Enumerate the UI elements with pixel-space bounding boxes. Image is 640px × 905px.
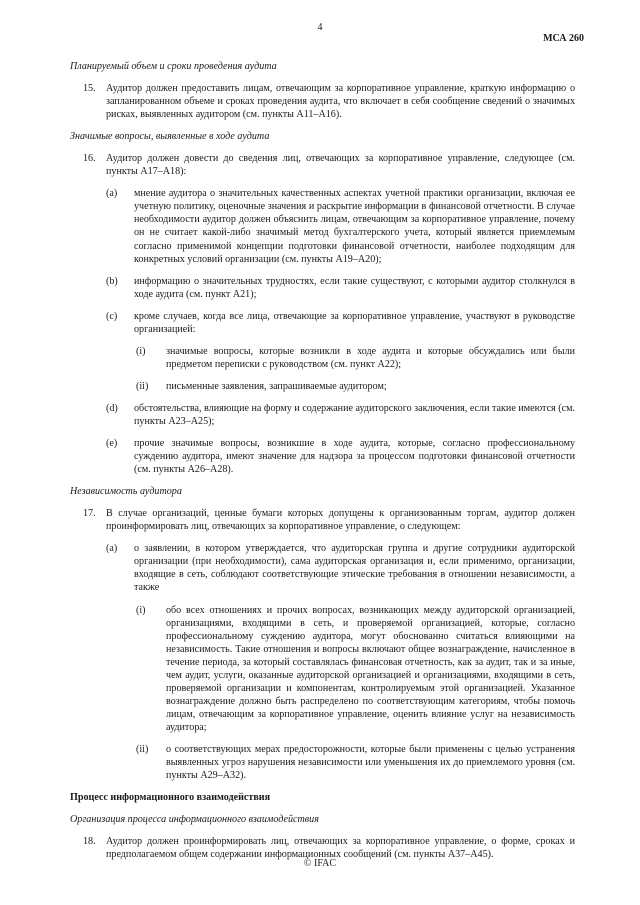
item-number: (ii): [136, 380, 149, 392]
item-text: о соответствующих мерах предосторожности, которые были применены с целью устранения выявленных угроз нарушения независимости или уменьшения их до приемлемого уровня (см. пункты A29–A32).: [166, 743, 575, 782]
item-number: (a): [106, 188, 118, 200]
item-number: (ii): [136, 743, 149, 755]
paragraph-number: 16.: [83, 153, 96, 165]
paragraph-number: 17.: [83, 508, 96, 520]
paragraph-number: 15.: [83, 83, 96, 95]
item-text: обо всех отношениях и прочих вопросах, возникающих между аудиторской организацией, организациями, входящими в сеть, и проверяемой организацией, которые, согласно профессиональному суждению аудитора, могут обоснованно считаться влияющими на независимость. Такие отношения и вопросы включают общее вознаграждение, начисленное в течение периода, за который составлялась финансовая отчетность, как за аудит, так и за иные, чем аудит, услуги, оказанные аудиторской организацией и организациями, входящими в сеть, проверяемой организации и компонентам, контролируемым этой организацией. Указанное вознаграждение должно быть распределено по соответствующим категориям, чтобы помочь лицам, отвечающим за корпоративное управление, оценить влияние услуг на независимость аудитора;: [166, 604, 575, 733]
paragraph-text: Аудитор должен проинформировать лиц, отвечающих за корпоративное управление, о форме, сроках и предполагаемом общем содержании информационных сообщений (см. пункты A37–A45).: [106, 836, 575, 861]
item-text: о заявлении, в котором утверждается, что аудиторская группа и другие сотрудники аудиторской организации (при необходимости), сама аудиторская организация и, если применимо, организации, входящие в сеть, соблюдают соответствующие этические требования в отношении независимости, а также: [134, 543, 575, 594]
item-text: обстоятельства, влияющие на форму и содержание аудиторского заключения, если такие имеются (см. пункты A23–A25);: [134, 402, 575, 427]
item-16e: [106, 437, 575, 476]
heading-significant-findings: Значимые вопросы, выявленные в ходе аудита: [70, 131, 270, 143]
paragraph-number: 18.: [83, 836, 96, 848]
heading-communication-process: Процесс информационного взаимодействия: [70, 792, 271, 804]
paragraph-15: [70, 82, 575, 121]
item-number: (i): [136, 604, 146, 616]
item-number: (i): [136, 345, 146, 357]
item-number: (d): [106, 402, 118, 414]
item-text: кроме случаев, когда все лица, отвечающие за корпоративное управление, участвуют в руководстве организацией:: [134, 310, 575, 335]
item-16a: [106, 187, 575, 265]
item-text: мнение аудитора о значительных качественных аспектах учетной практики организации, включая ее учетную политику, оценочные значения и раскрытие информации в финансовой отчетности. В случае необходимости аудитор должен объяснить лицам, отвечающим за корпоративное управление, почему он не считает какой-либо значимый метод бухгалтерского учета, который является приемлемым согласно применимой концепции подготовки финансовой отчетности, наиболее подходящим для конкретных условий организации (см. пункты A19–A20);: [134, 188, 575, 265]
item-number: (e): [106, 438, 118, 450]
item-16d: [106, 402, 575, 428]
paragraph-text: Аудитор должен довести до сведения лиц, отвечающих за корпоративное управление, следующее (см. пункты A17–A18):: [106, 153, 575, 178]
document-body: [70, 60, 575, 870]
paragraph-text: В случае организаций, ценные бумаги которых допущены к организованным торгам, аудитор должен проинформировать лиц, отвечающих за корпоративное управление, о следующем:: [106, 508, 575, 533]
copyright-footer: © IFAC: [303, 858, 337, 869]
item-text: письменные заявления, запрашиваемые аудитором;: [166, 380, 387, 392]
item-number: (b): [106, 275, 118, 287]
item-text: прочие значимые вопросы, возникшие в ходе аудита, которые, согласно профессиональному суждению аудитора, имеют значение для надзора за процессом подготовки финансовой отчетности (см. пункты A26–A28).: [134, 438, 575, 476]
item-text: информацию о значительных трудностях, если такие существуют, с которыми аудитор столкнулся в ходе аудита (см. пункт A21);: [134, 275, 575, 300]
item-number: (a): [106, 543, 118, 555]
paragraph-17: [70, 507, 575, 533]
item-16c-ii: [134, 380, 575, 393]
item-number: (c): [106, 310, 118, 322]
heading-planned-scope: Планируемый объем и сроки проведения аудита: [70, 61, 277, 72]
item-16c-i: [134, 345, 575, 371]
item-17a: [106, 542, 575, 594]
subheading-communication-organization: Организация процесса информационного взаимодействия: [70, 814, 319, 826]
paragraph-16: [70, 152, 575, 178]
page-number: 4: [317, 22, 323, 33]
item-17a-i: [134, 604, 575, 734]
item-text: значимые вопросы, которые возникли в ходе аудита и которые обсуждались или были предметом переписки с руководством (см. пункт A22);: [166, 345, 575, 370]
item-16b: [106, 275, 575, 301]
item-16c: [106, 310, 575, 336]
item-17a-ii: [134, 743, 575, 782]
paragraph-text: Аудитор должен предоставить лицам, отвечающим за корпоративное управление, краткую информацию о запланированном объеме и сроках проведения аудита, что включает в себя сообщение сведений о значимых рисках, выявленных аудитором (см. пункты A11–A16).: [106, 83, 575, 121]
heading-auditor-independence: Независимость аудитора: [70, 486, 182, 498]
standard-code: МСА 260: [543, 33, 584, 44]
